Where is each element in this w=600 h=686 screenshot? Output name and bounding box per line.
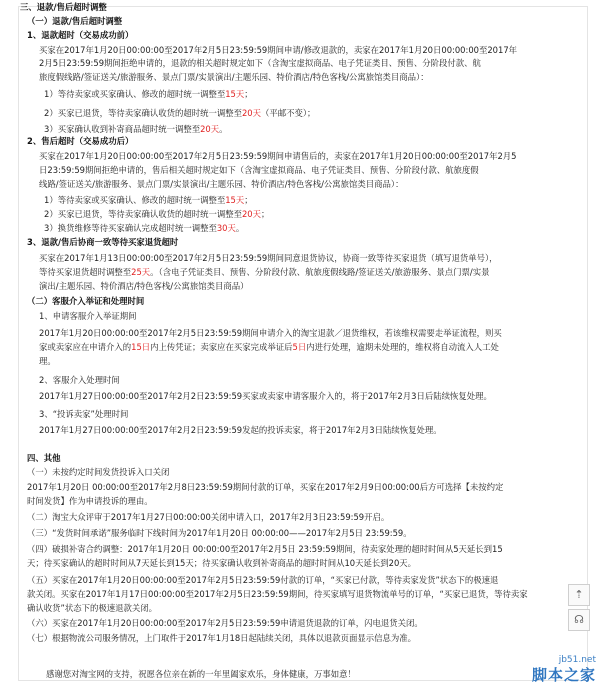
sub-2-heading: 2、客服介入处理时间 (39, 375, 120, 385)
item-1-para-line: 买家在2017年1月20日00:00:00至2017年2月5日23:59:59期间申请/修改退款的，卖家在2017年1月20日00:00:00至2017年 (39, 45, 518, 55)
point-text: 2）买家已退货，等待卖家确认收货的超时统一调整至 (44, 108, 242, 118)
share-button[interactable] (568, 609, 590, 631)
item-2-point-3 (44, 222, 244, 235)
point-text: 3）换货维修等待买家确认完成超时统一调整至 (44, 223, 217, 233)
item-1-para-line: 旅度假线路/签证送关/旅游服务、景点门票/实景演出/主题乐园、特价酒店/特色客栈/公寓旅馆类目商品）： (39, 72, 429, 82)
highlight-days: 30天 (216, 223, 236, 233)
line-text: 等待买家退货超时调整至 (39, 267, 132, 277)
point-text: ； (261, 209, 270, 219)
line-text: 内上传凭证；卖家应在买家完成举证后 (150, 342, 293, 352)
sub-2-line: 2017年1月27日00:00:00至2017年2月2日23:59:59买家或卖家申请客服介入的，将于2017年2月3日后陆续恢复处理。 (39, 391, 492, 401)
point-text: 3）买家确认收到补寄商品超时统一调整至 (44, 124, 201, 134)
point-text: ； (244, 89, 253, 99)
share-icon: ☊ (574, 613, 584, 626)
watermark-site: jb51.net (558, 655, 596, 665)
watermark (532, 655, 596, 684)
other-item-5: （五）买家在2017年1月20日00:00:00至2017年2月5日23:59:59付款的订单，“买家已付款，等待卖家发货”状态下的极速退 (27, 575, 499, 585)
watermark-name: 脚本之家 (531, 666, 596, 684)
other-item-4: （四）破损补寄合约调整：2017年1月20日 00:00:00至2017年2月5日 23:59:59期间，待卖家处理的超时时间从5天延长到15 (27, 544, 503, 554)
sub-1-heading: 1、申请客服介入举证期间 (39, 311, 137, 321)
item-2-para-line: 线路/签证送关/旅游服务、景点门票/实景演出/主题乐园、特价酒店/特色客栈/公寓旅馆类目商品）： (39, 179, 404, 189)
other-item-1-line: 时间发货】作为申请投诉的理由。 (27, 496, 153, 506)
item-2-point-1 (44, 194, 253, 207)
item-3-heading: 3、退款/售后协商一致等待买家退货超时 (27, 237, 179, 247)
part-1-title: （一）退款/售后超时调整 (27, 16, 123, 26)
other-item-4-line: 天；待买家确认的超时时间从7天延长到15天；待买家确认收到补寄商品的超时时间从10天延长到20天。 (27, 558, 417, 568)
closing-message: 感谢您对淘宝网的支持，祝愿各位亲在新的一年里阖家欢乐，身体健康，万事如意！ (46, 669, 356, 679)
item-3-line: 演出/主题乐园、特价酒店/特色客栈/公寓旅馆类目商品） (39, 281, 249, 291)
item-1-heading: 1、退款超时（交易成功前） (27, 30, 134, 40)
other-item-6: （六）买家在2017年1月20日00:00:00至2017年2月5日23:59:59申请退货退款的订单，闪电退货关闭。 (27, 618, 423, 628)
sub-3-heading: 3、“投诉卖家”处理时间 (39, 409, 129, 419)
item-2-para-line: 买家在2017年1月20日00:00:00至2017年2月5日23:59:59期间申请售后的，卖家在2017年1月20日00:00:00至2017年2月5 (39, 151, 517, 161)
highlight-days: 20天 (200, 124, 220, 134)
sub-1-line (39, 341, 499, 354)
other-item-2: （二）淘宝大众评审于2017年1月27日00:00:00关闭申请入口，2017年2月3日23:59:59开启。 (27, 512, 390, 522)
section-4-title: 四、其他 (27, 453, 61, 463)
other-item-1: （一）未按约定时间发货投诉入口关闭 (27, 467, 170, 477)
back-to-top-icon: ⇡ (574, 588, 584, 601)
highlight-days: 20天 (241, 209, 261, 219)
other-item-5-line: 确认收货”状态下的极速退款关闭。 (27, 603, 157, 613)
other-item-5-line: 款关闭。买家在2017年1月17日00:00:00至2017年2月5日23:59:59期间，待买家填写退货物流单号的订单，“买家已退货，等待卖家 (27, 589, 528, 599)
line-text: 。（含电子凭证类目、预售、分阶段付款、航旅度假线路/签证送关/旅游服务、景点门票/实景 (150, 267, 490, 277)
highlight-days: 5日 (292, 342, 307, 352)
point-text: 。 (219, 124, 228, 134)
other-item-7: （七）根据物流公司服务情况，上门取件于2017年1月18日起陆续关闭，具体以退款页面显示信息为准。 (27, 633, 417, 643)
point-text: 。 (235, 223, 245, 233)
point-text: （平邮不变）； (261, 108, 316, 118)
item-2-point-2 (44, 208, 269, 221)
item-1-point-1 (44, 88, 253, 101)
item-2-para-line: 日23:59:59期间拒绝申请的，售后相关超时规定如下（含淘宝虚拟商品、电子凭证类目、预售、分阶段付款、航旅度假 (39, 165, 479, 175)
back-to-top-button[interactable] (568, 584, 590, 606)
part-2-title: （二）客服介入举证和处理时间 (27, 296, 145, 306)
line-text: 内进行处理，逾期未处理的，维权将自动流入人工处 (306, 342, 499, 352)
line-text: 家或卖家应在申请介入的 (39, 342, 132, 352)
highlight-days: 15天 (225, 89, 245, 99)
point-text: 2）买家已退货，等待卖家确认收货的超时统一调整至 (44, 209, 242, 219)
highlight-days: 20天 (241, 108, 261, 118)
item-3-line (39, 266, 489, 279)
highlight-days: 15天 (225, 195, 245, 205)
point-text: 1）等待卖家或买家确认、修改的超时统一调整至 (44, 89, 226, 99)
sub-1-line: 2017年1月20日00:00:00至2017年2月5日23:59:59期间申请介入的淘宝退款／退货维权，若该维权需要走举证流程，则买 (39, 328, 502, 338)
item-1-point-2 (44, 107, 315, 120)
section-3-title: 三、退款/售后超时调整 (20, 2, 107, 12)
point-text: 1）等待卖家或买家确认、修改的超时统一调整至 (44, 195, 226, 205)
sub-3-line: 2017年1月27日00:00:00至2017年2月2日23:59:59发起的投诉卖家，将于2017年2月3日陆续恢复处理。 (39, 425, 442, 435)
other-item-3: （三）“发货时间承诺”服务临时下线时间为2017年1月20日 00:00:00——2017年2月5日 23:59:59。 (27, 528, 412, 538)
item-2-heading: 2、售后超时（交易成功后） (27, 136, 134, 146)
item-3-line: 买家在2017年1月13日00:00:00至2017年2月5日23:59:59期间同意退货协议，协商一致等待买家退货（填写退货单号）， (39, 253, 498, 263)
highlight-days: 25天 (131, 267, 151, 277)
item-1-para-line: 2月5日23:59:59期间拒绝申请的，退款的相关超时规定如下（含淘宝虚拟商品、电子凭证类目、预售、分阶段付款、航 (39, 58, 481, 68)
other-item-1-line: 2017年1月20日 00:00:00至2017年2月8日23:59:59期间付款的订单，买家在2017年2月9日00:00:00后方可选择【未按约定 (27, 482, 504, 492)
sub-1-line: 理。 (39, 356, 56, 366)
point-text: ； (244, 195, 253, 205)
highlight-days: 15日 (131, 342, 151, 352)
